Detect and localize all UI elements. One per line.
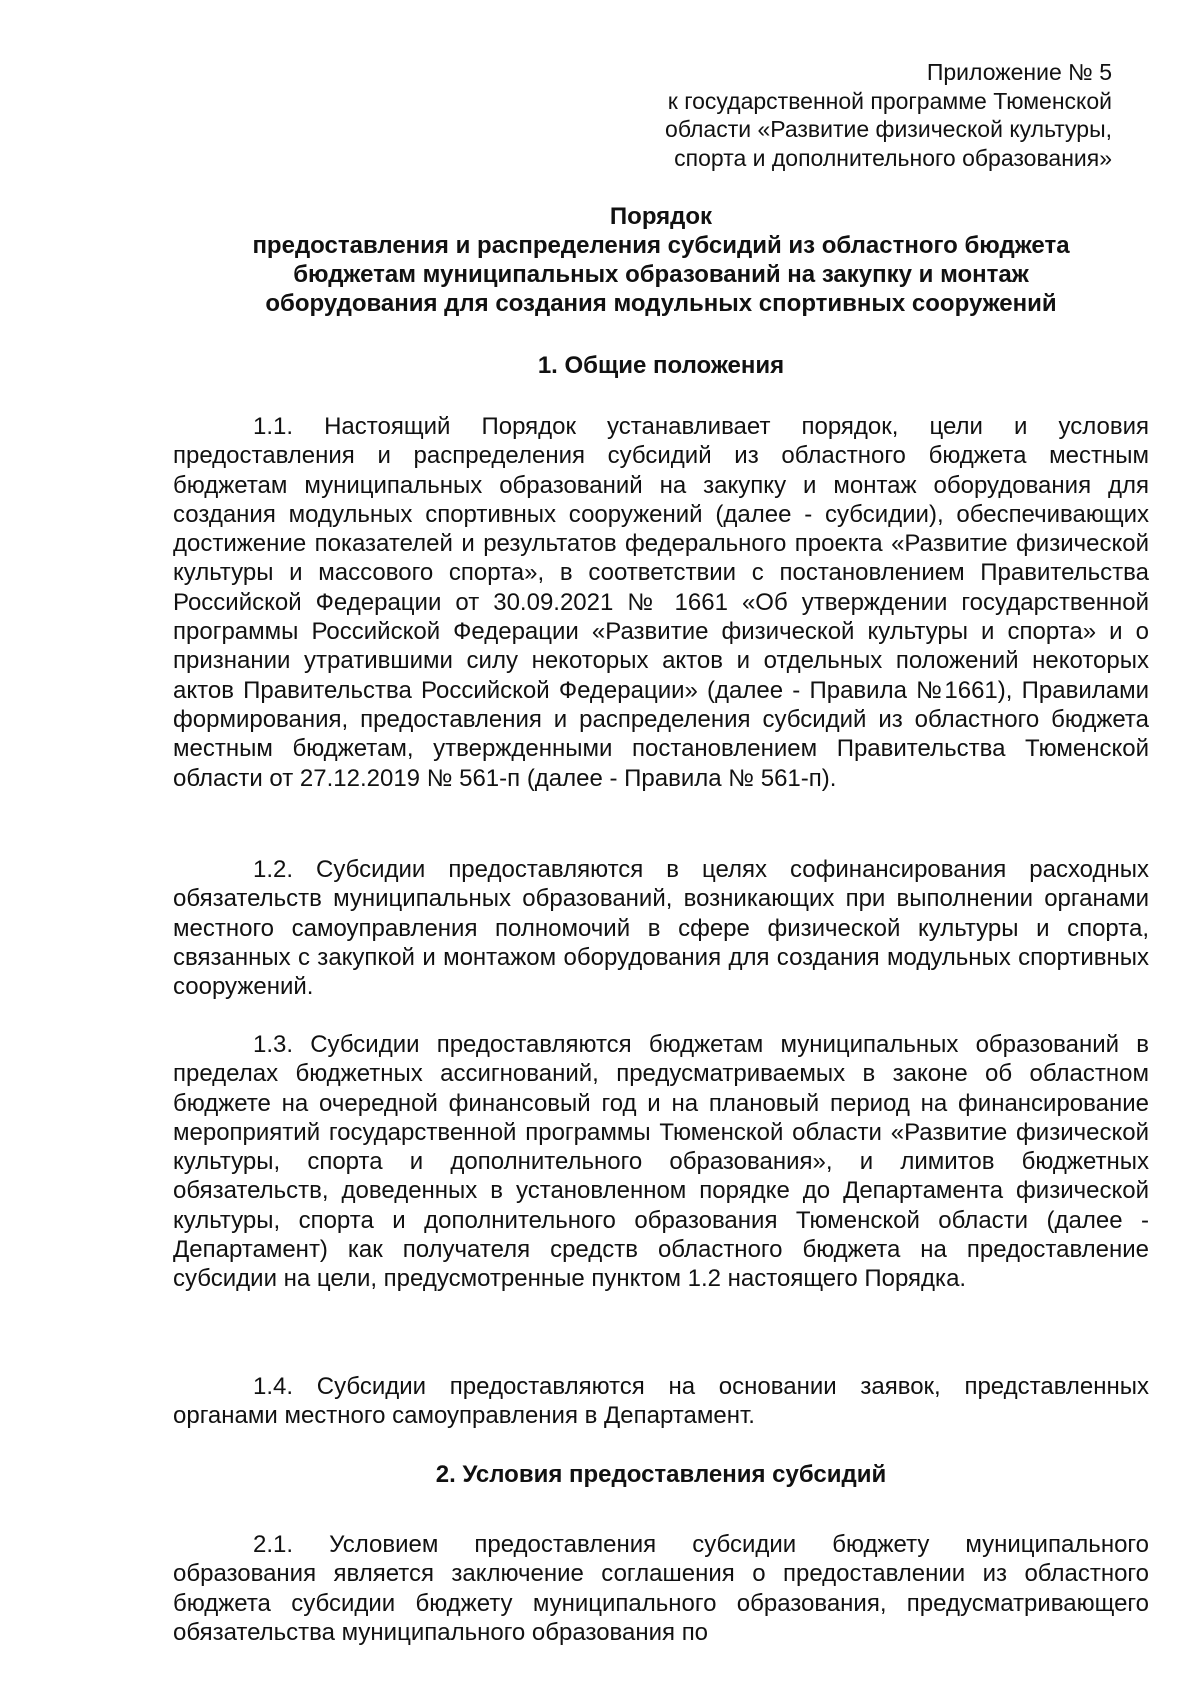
- paragraph-1-3: 1.3. Субсидии предоставляются бюджетам муниципальных образований в пределах бюджетных ассигнований, предусматриваемых в законе об областном бюджете на очередной финансовый год и на плановый период на финансирование мероприятий государственной программы Тюменской области «Развитие физической культуры, спорта и дополнительного образования», и лимитов бюджетных обязательств, доведенных в установленном порядке до Департамента физической культуры, спорта и дополнительного образования Тюменской области (далее - Департамент) как получателя средств областного бюджета на предоставление субсидии на цели, предусмотренные пунктом 1.2 настоящего Порядка.: [173, 1031, 1149, 1293]
- paragraph-2-1: 2.1. Условием предоставления субсидии бюджету муниципального образования является заключение соглашения о предоставлении из областного бюджета субсидии бюджету муниципального образования, предусматривающего обязательства муниципального образования по: [173, 1531, 1149, 1646]
- appendix-line: к государственной программе Тюменской: [667, 87, 1112, 114]
- section-heading-conditions: 2. Условия предоставления субсидий: [435, 1461, 887, 1488]
- paragraph-1-2: 1.2. Субсидии предоставляются в целях софинансирования расходных обязательств муниципальных образований, возникающих при выполнении органами местного самоуправления полномочий в сфере физической культуры и спорта, связанных с закупкой и монтажом оборудования для создания модульных спортивных сооружений.: [173, 856, 1149, 1001]
- title-line: предоставления и распределения субсидий из областного бюджета: [252, 232, 1070, 259]
- appendix-line: области «Развитие физической культуры,: [665, 116, 1112, 142]
- appendix-note: [592, 58, 1112, 172]
- appendix-line: спорта и дополнительного образования»: [674, 144, 1112, 171]
- section-heading-general: 1. Общие положения: [537, 352, 785, 379]
- title-line: бюджетам муниципальных образований на закупку и монтаж: [293, 261, 1029, 288]
- title-line: Порядок: [609, 203, 713, 230]
- paragraph-1-4: 1.4. Субсидии предоставляются на основании заявок, представленных органами местного самоуправления в Департамент.: [173, 1373, 1149, 1430]
- paragraph-1-1: 1.1. Настоящий Порядок устанавливает порядок, цели и условия предоставления и распределения субсидий из областного бюджета местным бюджетам муниципальных образований на закупку и монтаж оборудования для создания модульных спортивных сооружений (далее - субсидии), обеспечивающих достижение показателей и результатов федерального проекта «Развитие физической культуры и массового спорта», в соответствии с постановлением Правительства Российской Федерации от 30.09.2021 № 1661 «Об утверждении государственной программы Российской Федерации «Развитие физической культуры и спорта» и о признании утратившими силу некоторых актов и отдельных положений некоторых актов Правительства Российской Федерации» (далее - Правила №1661), Правилами формирования, предоставления и распределения субсидий из областного бюджета местным бюджетам, утвержденными постановлением Правительства Тюменской области от 27.12.2019 № 561-п (далее - Правила № 561-п).: [173, 413, 1149, 792]
- document-title: [173, 202, 1149, 318]
- appendix-line: Приложение № 5: [926, 59, 1112, 85]
- title-line: оборудования для создания модульных спортивных сооружений: [265, 290, 1057, 317]
